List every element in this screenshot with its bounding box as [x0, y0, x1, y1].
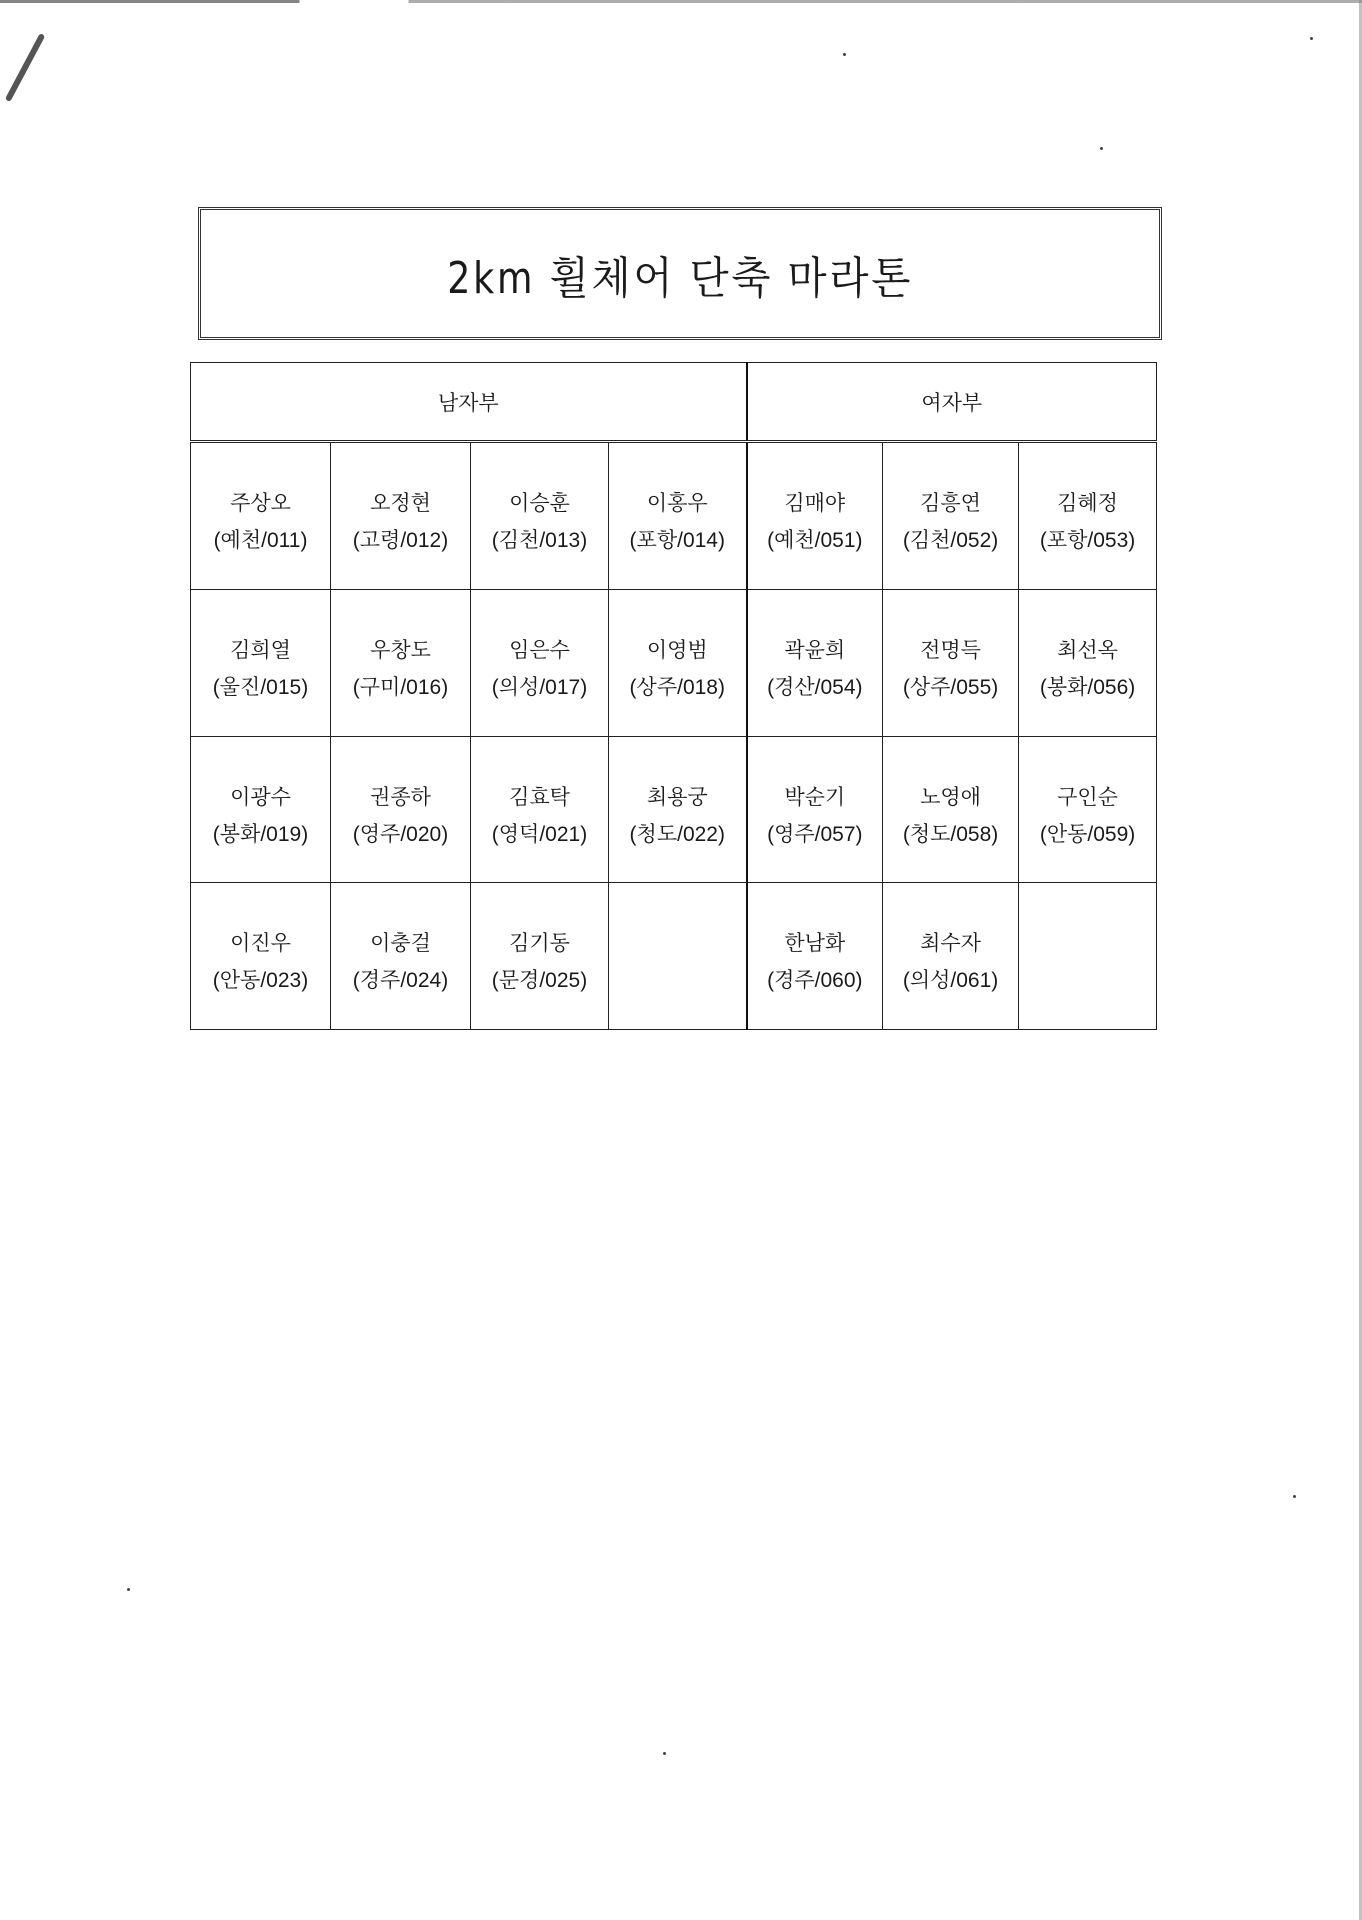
participant-info: (의성/061)	[902, 969, 999, 993]
participant-name: 이영범	[646, 638, 708, 662]
participant-name: 임은수	[509, 638, 570, 662]
participant-info: (청도/058)	[902, 822, 999, 846]
participant-name: 권종하	[370, 785, 431, 809]
participant-cell	[883, 442, 1019, 590]
participant-cell	[331, 589, 471, 736]
participant-cell	[191, 883, 331, 1030]
division-header-row	[191, 363, 1157, 442]
participant-info: (경산/054)	[767, 675, 863, 699]
participant-name: 노영애	[920, 785, 981, 809]
participant-info: (영덕/021)	[491, 822, 588, 846]
participant-name: 이진우	[230, 932, 291, 956]
scan-speck	[127, 1588, 130, 1591]
participant-name: 한남화	[784, 932, 846, 956]
participant-cell	[471, 589, 609, 736]
participant-info: (상주/055)	[902, 675, 999, 699]
participant-cell	[747, 589, 883, 736]
men-division-header: 남자부	[191, 363, 747, 442]
participant-info: (안동/059)	[1039, 822, 1136, 846]
participant-name: 김흥연	[920, 492, 981, 515]
participant-info: (의성/017)	[491, 675, 588, 699]
participant-name: 곽윤희	[784, 638, 846, 662]
participant-name: 김기동	[509, 932, 570, 956]
women-division-header: 여자부	[747, 363, 1157, 442]
participant-cell	[609, 589, 747, 736]
scan-speck	[663, 1752, 666, 1755]
participant-info: (청도/022)	[629, 822, 725, 846]
participant-name: 김매야	[784, 492, 846, 515]
participant-info: (예천/011)	[213, 529, 308, 552]
participant-info: (울진/015)	[212, 675, 309, 699]
participant-cell	[883, 589, 1019, 736]
participant-info: (문경/025)	[491, 969, 588, 993]
participant-info: (고령/012)	[352, 529, 449, 552]
participant-name: 우창도	[370, 638, 431, 662]
participant-info: (봉화/056)	[1039, 675, 1136, 699]
participant-name: 오정현	[370, 492, 431, 515]
title-box	[198, 207, 1162, 340]
participant-name: 이홍우	[646, 492, 708, 515]
participant-info: (구미/016)	[352, 675, 449, 699]
empty-cell	[609, 883, 747, 1030]
participant-cell	[747, 736, 883, 883]
participant-info: (경주/060)	[767, 969, 863, 993]
participant-cell	[331, 442, 471, 590]
participant-name: 이승훈	[509, 492, 570, 515]
participant-cell	[747, 442, 883, 590]
participant-info: (포항/053)	[1039, 529, 1136, 552]
scan-edge-top	[0, 0, 1362, 3]
page-title: 2km 휠체어 단축 마라톤	[447, 252, 913, 304]
participant-cell	[471, 736, 609, 883]
participant-cell	[609, 442, 747, 590]
participant-info: (영주/020)	[352, 822, 449, 846]
table-row	[191, 442, 1157, 590]
participant-cell	[191, 442, 331, 590]
participant-cell	[883, 736, 1019, 883]
participant-name: 전명득	[920, 638, 981, 662]
participant-cell	[883, 883, 1019, 1030]
scan-speck	[843, 53, 846, 56]
participant-cell	[609, 736, 747, 883]
table-row	[191, 589, 1157, 736]
participant-name: 최수자	[920, 932, 981, 956]
participant-name: 박순기	[784, 785, 846, 809]
scan-speck	[1100, 147, 1103, 150]
participant-name: 최선옥	[1057, 638, 1118, 662]
participant-name: 이광수	[230, 785, 291, 809]
participant-info: (예천/051)	[767, 529, 863, 552]
participant-name: 이충걸	[370, 932, 431, 956]
participant-cell	[471, 442, 609, 590]
participant-cell	[331, 736, 471, 883]
participant-name: 최용궁	[646, 785, 708, 809]
participant-name: 김혜정	[1057, 492, 1118, 515]
roster-table	[190, 362, 1157, 1030]
pen-mark	[5, 33, 46, 102]
participant-info: (김천/052)	[902, 529, 999, 552]
participant-cell	[1019, 736, 1157, 883]
participant-info: (포항/014)	[629, 529, 725, 552]
participant-cell	[191, 589, 331, 736]
empty-cell	[1019, 883, 1157, 1030]
participant-info: (봉화/019)	[212, 822, 309, 846]
scan-speck	[1310, 37, 1313, 40]
participant-info: (안동/023)	[212, 969, 309, 993]
table-row	[191, 883, 1157, 1030]
participant-name: 김효탁	[509, 785, 570, 809]
participant-name: 구인순	[1057, 785, 1118, 809]
participant-info: (상주/018)	[629, 675, 725, 699]
participant-cell	[1019, 589, 1157, 736]
scan-speck	[1293, 1495, 1296, 1498]
participant-name: 김희열	[230, 638, 291, 662]
participant-info: (김천/013)	[491, 529, 588, 552]
participant-name: 주상오	[230, 492, 291, 515]
participant-cell	[191, 736, 331, 883]
participant-info: (영주/057)	[767, 822, 863, 846]
participant-cell	[331, 883, 471, 1030]
participant-cell	[471, 883, 609, 1030]
participant-cell	[747, 883, 883, 1030]
participant-cell	[1019, 442, 1157, 590]
participant-info: (경주/024)	[352, 969, 449, 993]
table-row	[191, 736, 1157, 883]
